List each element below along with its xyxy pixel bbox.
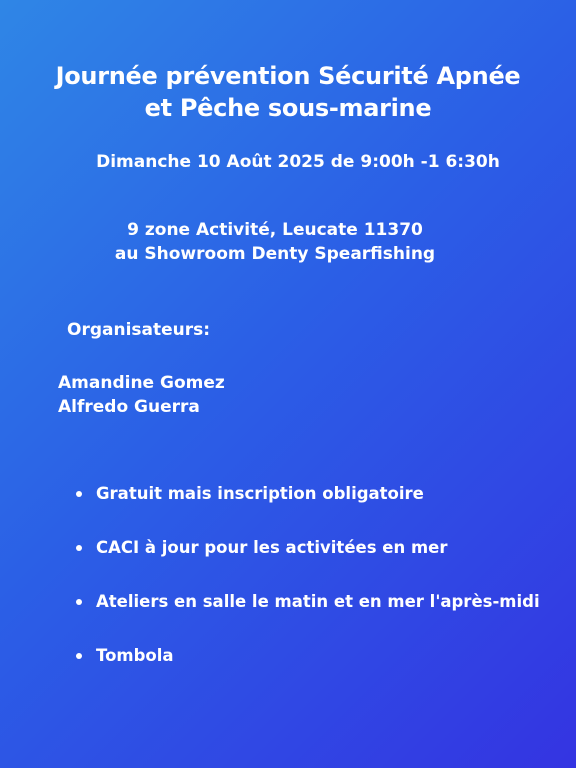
bullet-dot-icon [76,599,82,605]
event-title-line-1: Journée prévention Sécurité Apnée [55,62,521,90]
organizers-heading: Organisateurs: [67,320,211,340]
bullet-text: Gratuit mais inscription obligatoire [96,484,424,503]
organizer-name: Amandine Gomez [58,373,225,393]
address-line-1: 9 zone Activité, Leucate 11370 [127,220,423,240]
bullet-item [74,482,540,536]
bullet-item [74,536,540,590]
bullet-text: Tombola [96,646,174,665]
organizers-list [58,371,225,419]
bullet-dot-icon [76,653,82,659]
bullet-text: CACI à jour pour les activitées en mer [96,538,448,557]
bullet-item [74,644,540,698]
event-date: Dimanche 10 Août 2025 de 9:00h -1 6:30h [96,152,500,172]
bullet-dot-icon [76,545,82,551]
info-bullet-list [74,482,540,698]
bullet-dot-icon [76,491,82,497]
bullet-text: Ateliers en salle le matin et en mer l'après-midi [96,592,540,611]
event-address [0,218,576,266]
organizer-name: Alfredo Guerra [58,397,200,417]
event-title [0,60,576,124]
event-title-line-2: et Pêche sous-marine [144,94,432,122]
address-line-2: au Showroom Denty Spearfishing [114,244,436,264]
bullet-item [74,590,540,644]
